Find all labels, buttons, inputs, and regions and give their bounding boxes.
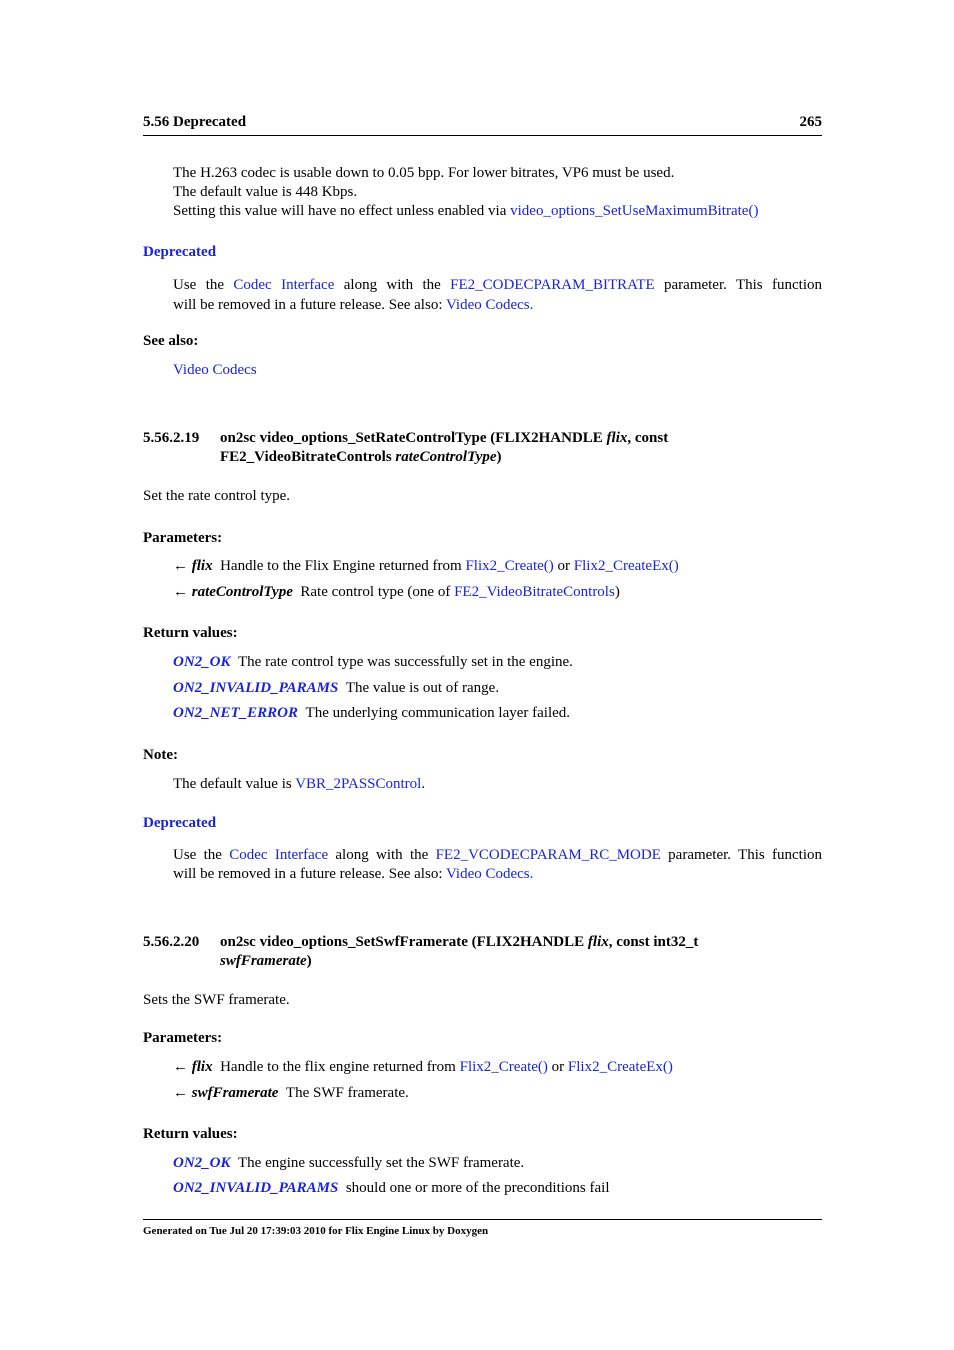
function-description-20: Sets the SWF framerate.: [143, 992, 290, 1008]
page-footer: [143, 1219, 822, 1237]
link-on2-net-error[interactable]: ON2_NET_ERROR: [173, 705, 299, 721]
return-value-text: The value is out of range.: [345, 680, 500, 696]
text: The default value is: [173, 776, 296, 792]
param-row-flix: [173, 1058, 673, 1077]
link-flix2-create[interactable]: Flix2_Create(): [459, 1059, 548, 1075]
intro-line-1: The H.263 codec is usable down to 0.05 bpp. For lower bitrates, VP6 must be used.: [173, 165, 675, 181]
text: ): [614, 584, 620, 600]
section-number: 5.56.2.19: [143, 430, 200, 446]
text: along with the: [334, 277, 451, 293]
param: swfFramerate: [220, 953, 307, 969]
see-also-heading: See also:: [143, 333, 199, 349]
return-values-heading-19: Return values:: [143, 625, 238, 641]
return-value-text: The rate control type was successfully set in the engine.: [238, 654, 573, 670]
param: flix: [606, 430, 628, 446]
in-arrow-icon: ←: [173, 1085, 188, 1101]
note-heading: Note:: [143, 747, 178, 763]
note-text: [173, 775, 425, 794]
link-vbr-2passcontrol[interactable]: VBR_2PASSControl: [295, 776, 422, 792]
param-text: The SWF framerate.: [285, 1085, 409, 1101]
param-name: flix: [191, 558, 213, 574]
text: , const int32_t: [608, 934, 699, 950]
signature-line-1: [220, 933, 698, 952]
link-video-codecs[interactable]: Video Codecs: [445, 866, 530, 882]
return-value-row: [173, 653, 573, 672]
parameters-heading-19: Parameters:: [143, 530, 223, 546]
param-row-flix: [173, 557, 679, 576]
param-row-ratecontroltype: [173, 583, 620, 602]
signature-line-2: [220, 952, 312, 971]
text: ): [306, 953, 312, 969]
text: Use the: [173, 277, 234, 293]
link-codec-interface[interactable]: Codec Interface: [233, 277, 335, 293]
intro-line-3: [173, 202, 758, 221]
param: rateControlType: [395, 449, 497, 465]
text: parameter. This function: [660, 847, 822, 863]
text: or: [547, 1059, 568, 1075]
header-section-title: 5.56 Deprecated: [143, 114, 247, 130]
text: on2sc video_options_SetRateControlType (FLIX2HANDLE: [220, 430, 607, 446]
link-flix2-createex[interactable]: Flix2_CreateEx(): [567, 1059, 673, 1075]
link-video-codecs[interactable]: Video Codecs: [445, 297, 530, 313]
param-name: swfFramerate: [191, 1085, 279, 1101]
footer-text: Generated on Tue Jul 20 17:39:03 2010 for Flix Engine Linux by Doxygen: [143, 1225, 489, 1237]
text: parameter. This function: [654, 277, 823, 293]
link-flix2-create[interactable]: Flix2_Create(): [465, 558, 554, 574]
param-text: Rate control type (one of: [300, 584, 455, 600]
intro-line-3-text: Setting this value will have no effect unless enabled via: [173, 203, 511, 219]
return-values-heading-20: Return values:: [143, 1126, 238, 1142]
param-text: Handle to the Flix Engine returned from: [220, 558, 466, 574]
text: along with the: [328, 847, 436, 863]
link-on2-ok[interactable]: ON2_OK: [173, 1155, 231, 1171]
text: will be removed in a future release. See also:: [173, 297, 446, 313]
running-header: [143, 113, 822, 136]
text: FE2_VideoBitrateControls: [220, 449, 396, 465]
signature-line-1: [220, 429, 668, 448]
parameters-heading-20: Parameters:: [143, 1030, 223, 1046]
function-description-19: Set the rate control type.: [143, 488, 291, 504]
deprecated-text-2: [173, 846, 822, 884]
text: Use the: [173, 847, 230, 863]
text: will be removed in a future release. See also:: [173, 866, 446, 882]
period: .: [421, 776, 426, 792]
param-name: rateControlType: [191, 584, 293, 600]
deprecated-heading-1[interactable]: Deprecated: [143, 244, 217, 260]
return-value-row: [173, 1179, 610, 1198]
link-video-codecs-see-also[interactable]: Video Codecs: [173, 362, 257, 378]
param-row-swfframerate: [173, 1084, 409, 1103]
link-fe2-videobitratecontrols[interactable]: FE2_VideoBitrateControls: [454, 584, 615, 600]
text: or: [553, 558, 574, 574]
return-value-text: should one or more of the preconditions fail: [345, 1180, 610, 1196]
return-value-text: The underlying communication layer failed.: [305, 705, 571, 721]
deprecated-text-1: [173, 275, 822, 315]
param: flix: [587, 934, 609, 950]
in-arrow-icon: ←: [173, 558, 188, 574]
link-on2-invalid-params[interactable]: ON2_INVALID_PARAMS: [173, 680, 339, 696]
deprecated-heading-2[interactable]: Deprecated: [143, 815, 217, 831]
section-number: 5.56.2.20: [143, 934, 200, 950]
text: , const: [627, 430, 669, 446]
in-arrow-icon: ←: [173, 1059, 188, 1075]
link-codec-interface[interactable]: Codec Interface: [229, 847, 329, 863]
return-value-row: [173, 1154, 524, 1173]
link-fe2-vcodecparam-rc-mode[interactable]: FE2_VCODECPARAM_RC_MODE: [435, 847, 661, 863]
return-value-text: The engine successfully set the SWF framerate.: [238, 1155, 525, 1171]
param-name: flix: [191, 1059, 213, 1075]
link-on2-ok[interactable]: ON2_OK: [173, 654, 231, 670]
period: .: [529, 866, 534, 882]
signature-line-2: [220, 448, 502, 467]
return-value-row: [173, 704, 570, 723]
period: .: [529, 297, 534, 313]
text: on2sc video_options_SetSwfFramerate (FLIX2HANDLE: [220, 934, 588, 950]
link-use-maximum-bitrate[interactable]: video_options_SetUseMaximumBitrate(): [510, 203, 759, 219]
intro-line-2: The default value is 448 Kbps.: [173, 184, 358, 200]
document-page: [143, 0, 822, 1350]
link-on2-invalid-params[interactable]: ON2_INVALID_PARAMS: [173, 1180, 339, 1196]
header-page-number: 265: [799, 114, 822, 130]
return-value-row: [173, 679, 499, 698]
in-arrow-icon: ←: [173, 584, 188, 600]
text: ): [496, 449, 502, 465]
link-flix2-createex[interactable]: Flix2_CreateEx(): [573, 558, 679, 574]
param-text: Handle to the flix engine returned from: [220, 1059, 460, 1075]
link-fe2-codecparam-bitrate[interactable]: FE2_CODECPARAM_BITRATE: [450, 277, 655, 293]
